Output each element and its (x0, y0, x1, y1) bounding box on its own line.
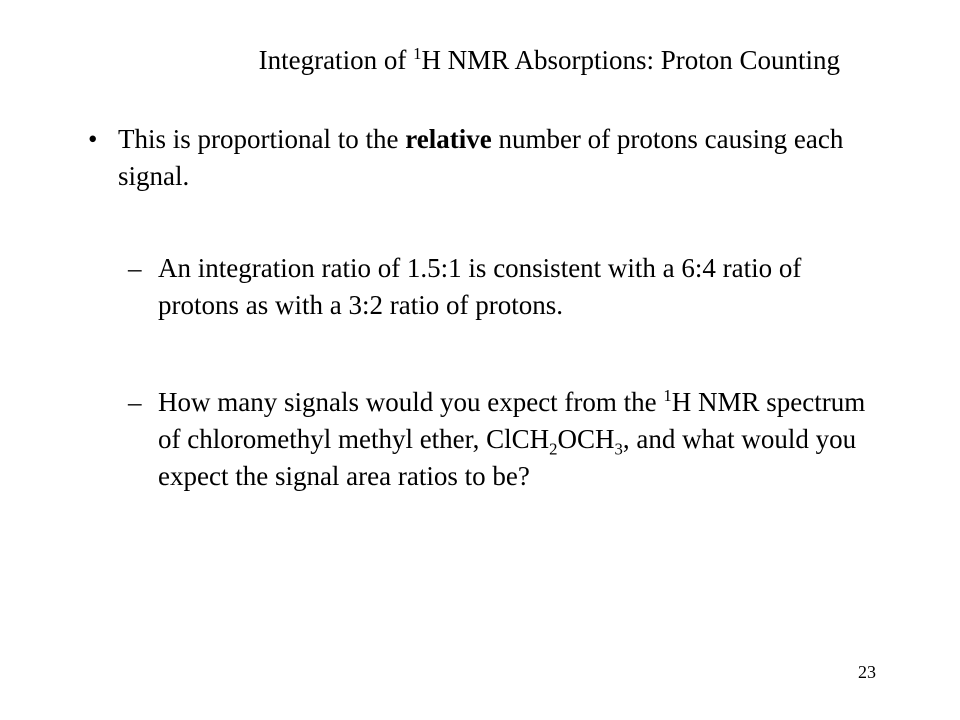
bullet-marker: • (88, 124, 98, 154)
title-text-start: Integration of (258, 45, 414, 75)
sub-bullet-text (158, 384, 888, 495)
question-superscript: 1 (663, 386, 672, 405)
question-text-4: , and what would you expect the signal area ratios to be? (158, 424, 857, 491)
bullet-text-bold: relative (405, 124, 492, 154)
slide-title (120, 40, 840, 80)
title-superscript: 1 (413, 44, 422, 63)
title-text-end: H NMR Absorptions: Proton Counting (421, 45, 840, 75)
sub-bullet-marker: – (128, 253, 142, 283)
sub-bullet-marker: – (128, 387, 142, 417)
question-subscript-2: 3 (614, 439, 623, 459)
question-text-2: H NMR spectrum of chloromethyl methyl ether, ClCH (158, 387, 866, 454)
question-text-3: OCH (557, 424, 615, 454)
bullet-text-start: This is proportional to the (118, 124, 406, 154)
sub-bullet-text: An integration ratio of 1.5:1 is consistent with a 6:4 ratio of protons as with a 3:2 ratio of protons. (158, 253, 802, 320)
question-text-1: How many signals would you expect from the (158, 387, 664, 417)
bullet-text-end: number of protons causing each signal. (118, 124, 844, 191)
bullet-text (118, 121, 858, 195)
page-number: 23 (858, 662, 876, 682)
question-subscript-1: 2 (549, 439, 558, 459)
